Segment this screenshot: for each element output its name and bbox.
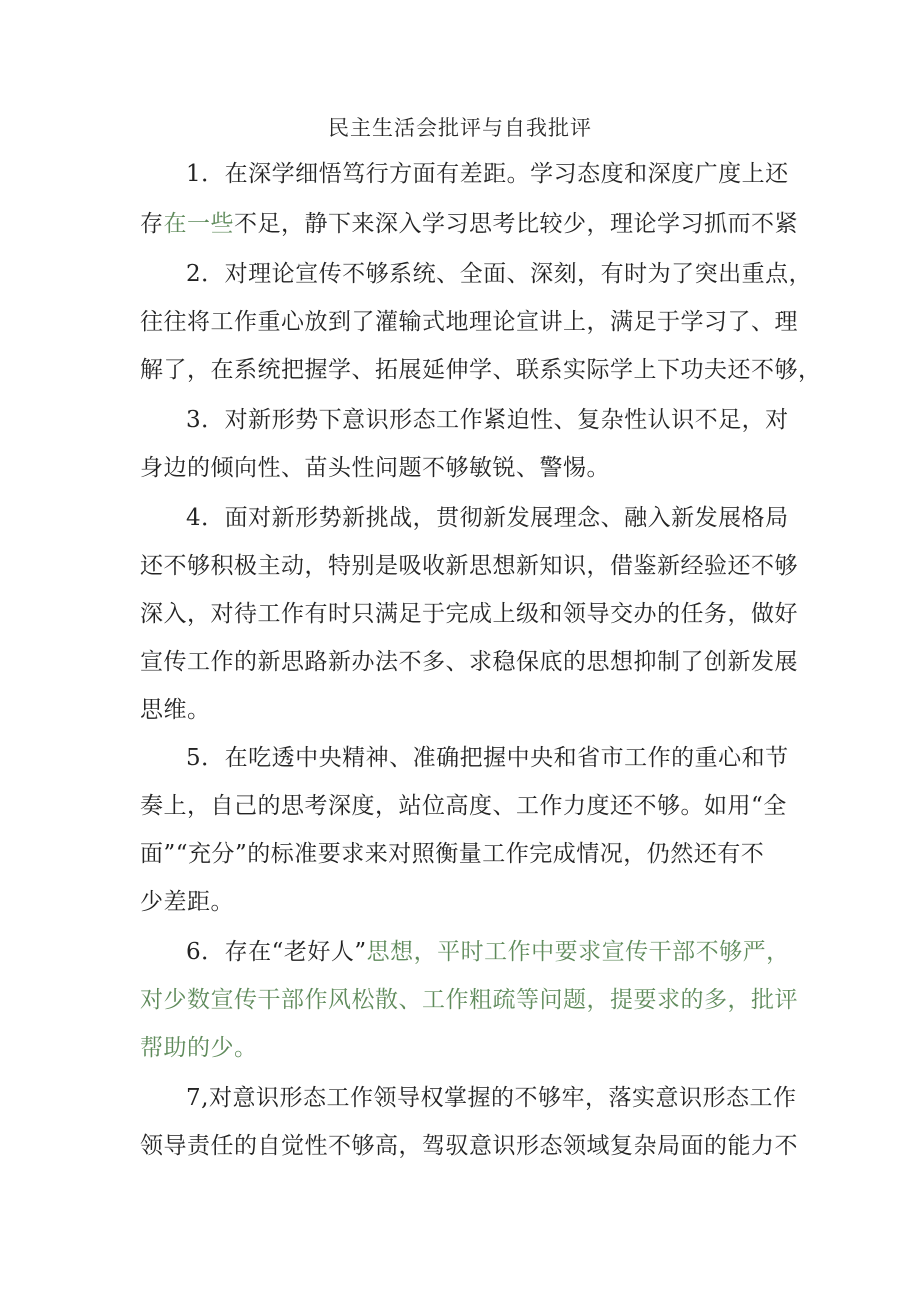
paragraph-5-line-3: 面”“充分”的标准要求来对照衡量工作完成情况，仍然还有不: [140, 841, 765, 867]
paragraph-4-line-5: 思维。: [140, 697, 211, 723]
paragraph-4-line-2: 还不够积极主动，特别是吸收新思想新知识，借鉴新经验还不够: [140, 553, 798, 579]
paragraph-3-line-1: 3．对新形势下意识形态工作紧迫性、复杂性认识不足，对: [186, 407, 789, 433]
paragraph-3-line-2: 身边的倾向性、苗头性问题不够敏锐、警惕。: [140, 455, 610, 481]
text-segment: 存: [140, 211, 164, 237]
paragraph-5-line-1: 5．在吃透中央精神、准确把握中央和省市工作的重心和节: [186, 745, 789, 771]
paragraph-7-line-2: 领导责任的自觉性不够高，驾驭意识形态领域复杂局面的能力不: [140, 1133, 798, 1159]
paragraph-6-line-3: 帮助的少。: [140, 1035, 258, 1061]
paragraph-5-line-4: 少差距。: [140, 889, 234, 915]
paragraph-4-line-3: 深入，对待工作有时只满足于完成上级和领导交办的任务，做好: [140, 601, 798, 627]
document-title: 民主生活会批评与自我批评: [328, 116, 592, 140]
highlighted-text: 思想，平时工作中要求宣传干部不够严，: [366, 939, 790, 965]
paragraph-6-line-1: [186, 937, 790, 967]
paragraph-2-line-3: 解了，在系统把握学、拓展延伸学、联系实际学上下功夫还不够，: [140, 357, 822, 383]
paragraph-2-line-2: 往往将工作重心放到了灌输式地理论宣讲上，满足于学习了、理: [140, 309, 798, 335]
paragraph-7-line-1: 7,对意识形态工作领导权掌握的不够牢，落实意识形态工作: [186, 1085, 797, 1111]
text-segment: 6．存在“老好人”: [186, 939, 367, 965]
highlighted-text: 在一些: [163, 211, 234, 237]
paragraph-2-line-1: 2．对理论宣传不够系统、全面、深刻，有时为了突出重点，: [186, 261, 813, 287]
paragraph-1-line-1: 1．在深学细悟笃行方面有差距。学习态度和深度广度上还: [186, 161, 789, 187]
paragraph-6-line-2: 对少数宣传干部作风松散、工作粗疏等问题，提要求的多，批评: [140, 987, 798, 1013]
paragraph-1-line-2: [140, 209, 798, 239]
paragraph-4-line-1: 4．面对新形势新挑战，贯彻新发展理念、融入新发展格局: [186, 505, 789, 531]
paragraph-5-line-2: 奏上，自己的思考深度，站位高度、工作力度还不够。如用“全: [140, 793, 787, 819]
text-segment: 不足，静下来深入学习思考比较少，理论学习抓而不紧: [234, 211, 798, 237]
paragraph-4-line-4: 宣传工作的新思路新办法不多、求稳保底的思想抑制了创新发展: [140, 649, 798, 675]
